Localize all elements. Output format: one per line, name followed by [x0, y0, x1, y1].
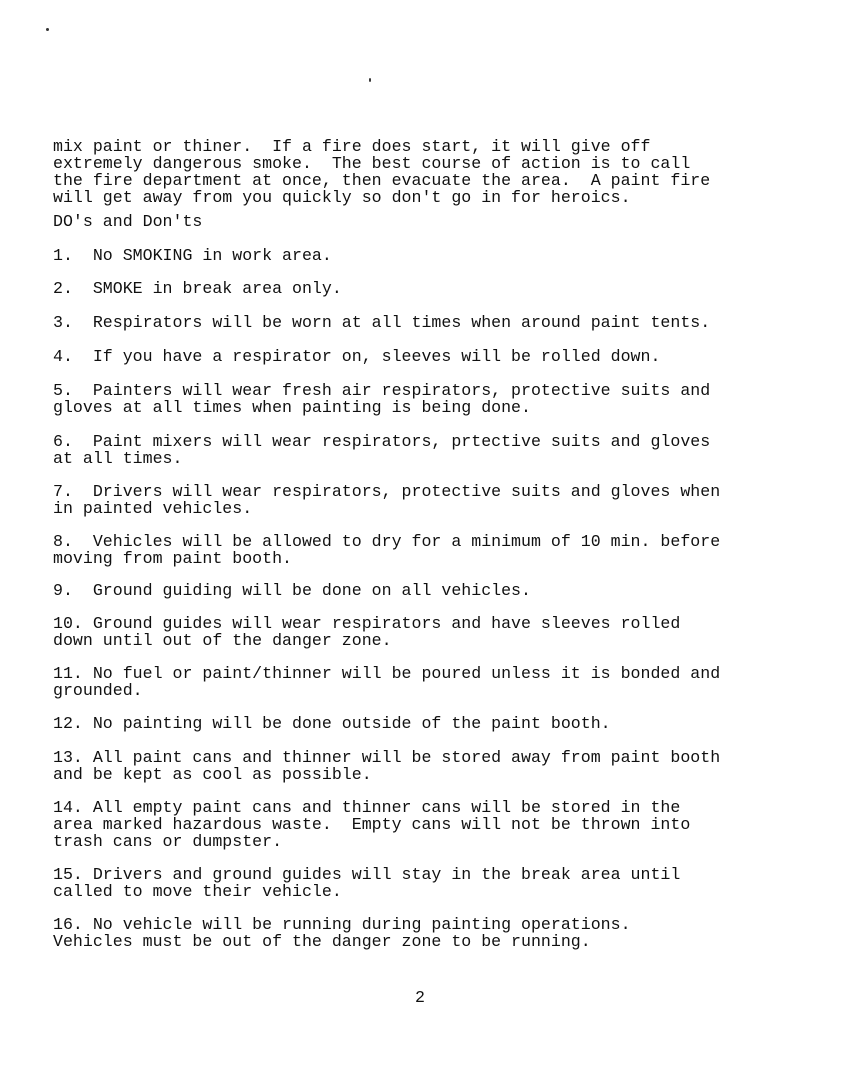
- text-line: 10. Ground guides will wear respirators and have sleeves rolled: [53, 614, 681, 633]
- scan-speck: [369, 78, 371, 82]
- text-line: 7. Drivers will wear respirators, protective suits and gloves when: [53, 482, 721, 501]
- rule-item: [53, 799, 690, 850]
- rule-item: [53, 382, 710, 416]
- rule-item: [53, 348, 660, 365]
- rule-item: [53, 749, 720, 783]
- text-line: area marked hazardous waste. Empty cans will not be thrown into: [53, 815, 691, 834]
- scan-speck: [46, 28, 49, 31]
- text-line: 3. Respirators will be worn at all times when around paint tents.: [53, 313, 711, 332]
- text-line: grounded.: [53, 681, 143, 700]
- text-line: 9. Ground guiding will be done on all vehicles.: [53, 581, 531, 600]
- section-heading: [53, 213, 202, 230]
- text-line: mix paint or thiner. If a fire does start, it will give off: [53, 137, 651, 156]
- rule-item: [53, 866, 680, 900]
- rule-item: [53, 715, 611, 732]
- text-line: Vehicles must be out of the danger zone to be running.: [53, 932, 591, 951]
- text-line: down until out of the danger zone.: [53, 631, 392, 650]
- text-line: moving from paint booth.: [53, 549, 292, 568]
- rule-item: [53, 433, 710, 467]
- text-line: and be kept as cool as possible.: [53, 765, 372, 784]
- text-line: the fire department at once, then evacuate the area. A paint fire: [53, 171, 711, 190]
- rule-item: [53, 247, 332, 264]
- text-line: 14. All empty paint cans and thinner cans will be stored in the: [53, 798, 681, 817]
- text-line: 12. No painting will be done outside of the paint booth.: [53, 714, 611, 733]
- text-line: 1. No SMOKING in work area.: [53, 246, 332, 265]
- rule-item: [53, 665, 720, 699]
- rule-item: [53, 916, 631, 950]
- rule-item: [53, 483, 720, 517]
- text-line: 8. Vehicles will be allowed to dry for a minimum of 10 min. before: [53, 532, 721, 551]
- rule-item: [53, 582, 531, 599]
- text-line: in painted vehicles.: [53, 499, 253, 518]
- text-line: 13. All paint cans and thinner will be stored away from paint booth: [53, 748, 721, 767]
- text-line: called to move their vehicle.: [53, 882, 342, 901]
- text-line: 16. No vehicle will be running during painting operations.: [53, 915, 631, 934]
- text-line: at all times.: [53, 449, 183, 468]
- text-line: DO's and Don'ts: [53, 212, 203, 231]
- rule-item: [53, 314, 710, 331]
- page-number: 2: [415, 988, 425, 1007]
- text-line: 6. Paint mixers will wear respirators, prtective suits and gloves: [53, 432, 711, 451]
- rule-item: [53, 280, 342, 297]
- intro-paragraph: [53, 138, 710, 206]
- text-line: 11. No fuel or paint/thinner will be poured unless it is bonded and: [53, 664, 721, 683]
- rule-item: [53, 615, 680, 649]
- text-line: 2. SMOKE in break area only.: [53, 279, 342, 298]
- rule-item: [53, 533, 720, 567]
- text-line: will get away from you quickly so don't go in for heroics.: [53, 188, 631, 207]
- text-line: gloves at all times when painting is being done.: [53, 398, 531, 417]
- text-line: 4. If you have a respirator on, sleeves will be rolled down.: [53, 347, 661, 366]
- text-line: 15. Drivers and ground guides will stay in the break area until: [53, 865, 681, 884]
- text-line: extremely dangerous smoke. The best course of action is to call: [53, 154, 691, 173]
- text-line: 5. Painters will wear fresh air respirators, protective suits and: [53, 381, 711, 400]
- text-line: trash cans or dumpster.: [53, 832, 283, 851]
